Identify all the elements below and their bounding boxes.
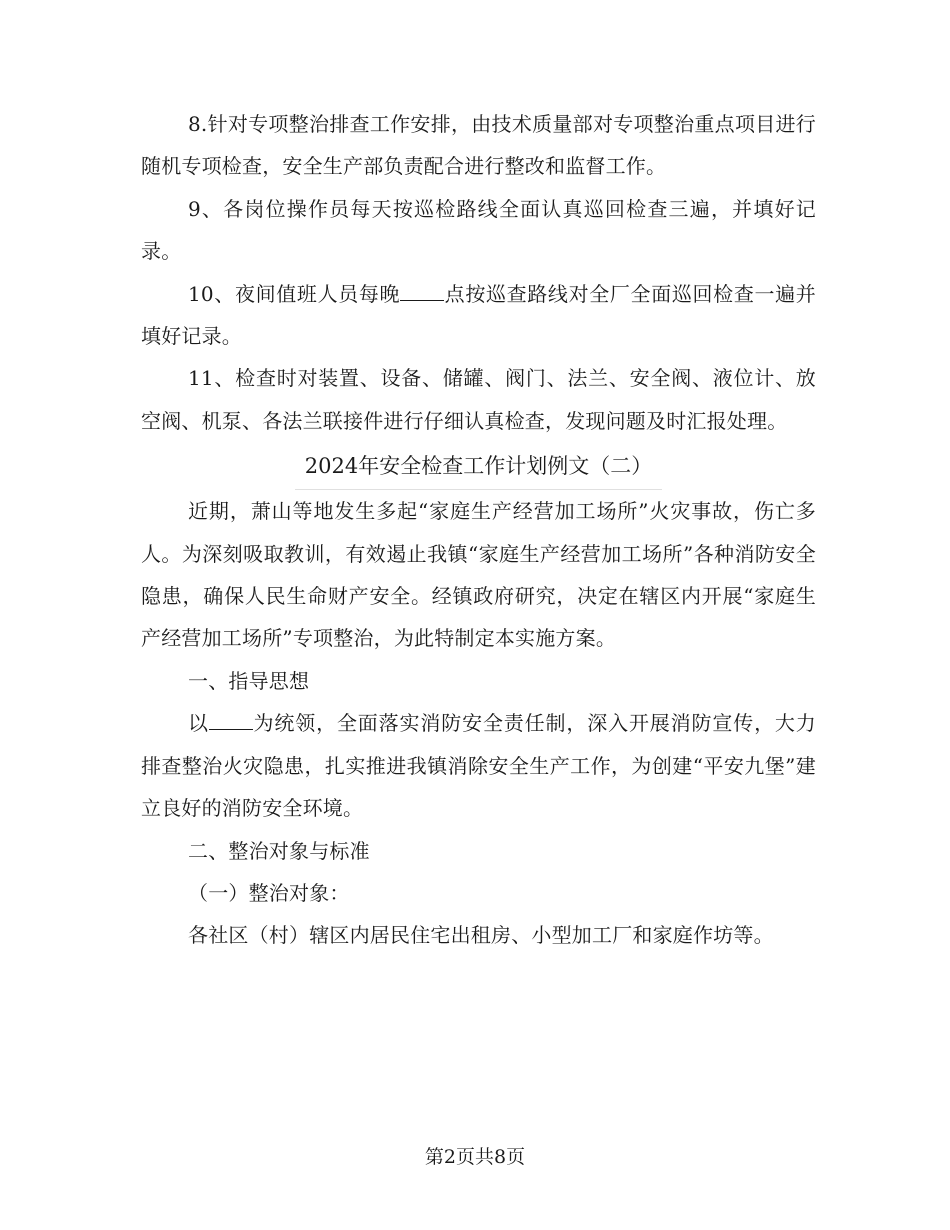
guide-text-start: 以: [188, 711, 209, 736]
guide-text-end: 为统领，全面落实消防安全责任制，深入开展消防宣传，大力排查整治火灾隐患，扎实推进我镇消除安全生产工作，为创建“平安九堡”建立良好的消防安全环境。: [141, 711, 816, 821]
paragraph-item-11: 11、检查时对装置、设备、储罐、阀门、法兰、安全阀、液位计、放空阀、机泵、各法兰联接件进行仔细认真检查，发现问题及时汇报处理。: [141, 366, 816, 433]
page-number-footer: 第2页共8页: [424, 1146, 526, 1168]
paragraph-item-8: 8.针对专项整治排查工作安排，由技术质量部对专项整治重点项目进行随机专项检查，安全生产部负责配合进行整改和监督工作。: [141, 112, 816, 179]
heading-guiding-ideology: 一、指导思想: [188, 668, 310, 693]
document-body: [141, 103, 816, 957]
subheading-targets: （一）整治对象：: [188, 880, 350, 905]
heading-targets-standards: 二、整治对象与标准: [188, 838, 370, 863]
paragraph-targets: 各社区（村）辖区内居民住宅出租房、小型加工厂和家庭作坊等。: [188, 923, 774, 948]
paragraph-item-10: [141, 273, 816, 358]
fill-in-blank: [400, 282, 444, 301]
paragraph-guiding-ideology: [141, 702, 816, 829]
item-10-text-end: 点按巡查路线对全厂全面巡回检查一遍并填好记录。: [141, 281, 816, 349]
item-10-text-start: 10、夜间值班人员每晚: [188, 281, 401, 306]
section-title-text: 2024年安全检查工作计划例文（二）: [295, 444, 662, 490]
fill-in-blank: [209, 711, 253, 730]
paragraph-intro: 近期，萧山等地发生多起“家庭生产经营加工场所”火灾事故，伤亡多人。为深刻吸取教训，有效遏止我镇“家庭生产经营加工场所”各种消防安全隐患，确保人民生命财产安全。经镇政府研究，决定在辖区内开展“家庭生产经营加工场所”专项整治，为此特制定本实施方案。: [141, 499, 816, 651]
section-title: [141, 444, 816, 490]
paragraph-item-9: 9、各岗位操作员每天按巡检路线全面认真巡回检查三遍，并填好记录。: [141, 196, 816, 264]
